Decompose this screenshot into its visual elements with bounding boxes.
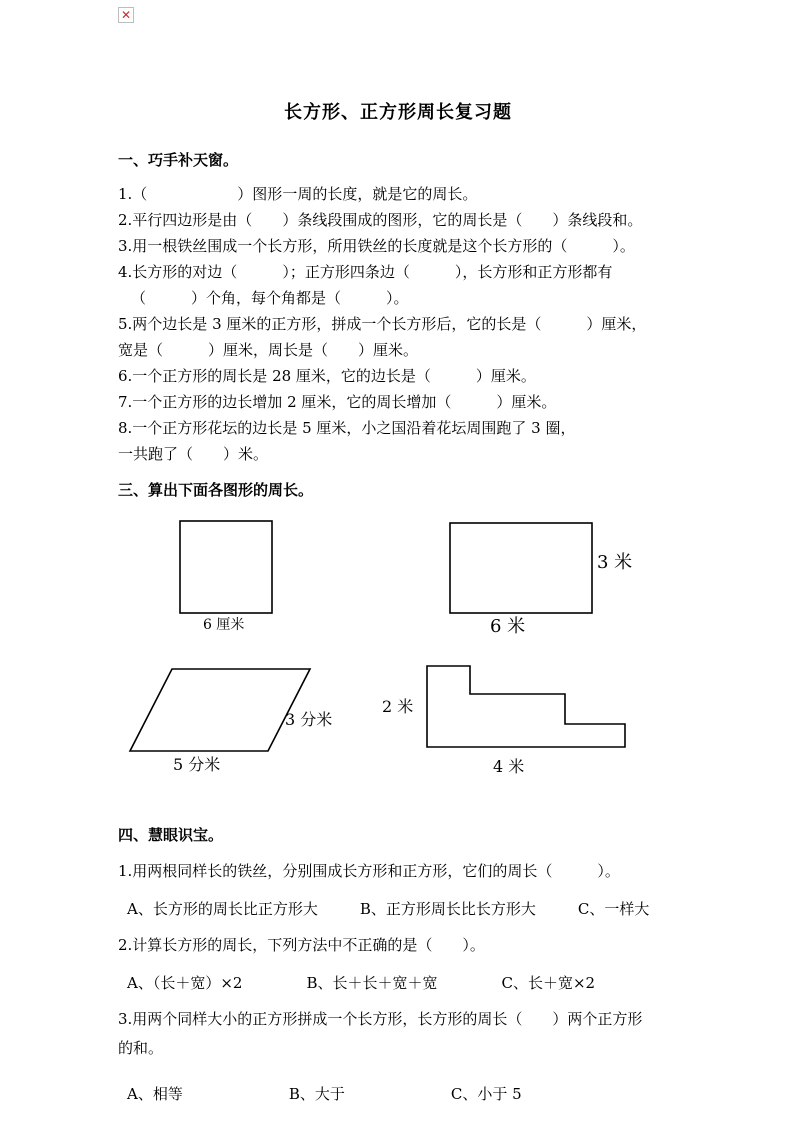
page-title: 长方形、正方形周长复习题: [284, 102, 512, 123]
section1-heading: 一、巧手补天窗。: [118, 151, 239, 169]
fill-line-3: 3.用一根铁丝围成一个长方形，所用铁丝的长度就是这个长方形的（ ）。: [118, 237, 635, 255]
perimeter-shapes-area: [118, 510, 678, 802]
q2-option-c: C、长＋宽×2: [501, 974, 596, 992]
section3-heading: 三、算出下面各图形的周长。: [118, 481, 314, 499]
q1-option-c: C、一样大: [577, 900, 650, 918]
parallelogram-bottom-label: 5 分米: [173, 755, 221, 774]
choice-question-1: 1.用两根同样长的铁丝，分别围成长方形和正方形，它们的周长（ ）。: [118, 862, 620, 880]
q1-option-a: A、长方形的周长比正方形大: [127, 900, 318, 918]
stair-side-label: 2 米: [382, 697, 414, 716]
fill-line-2: 2.平行四边形是由（ ）条线段围成的图形，它的周长是（ ）条线段和。: [118, 211, 643, 229]
section1-questions: [118, 181, 678, 467]
rectangle-side-label: 3 米: [597, 552, 633, 573]
choice-question-2-options: [118, 972, 678, 993]
rectangle-bottom-label: 6 米: [490, 616, 526, 637]
square-shape: [180, 521, 272, 613]
document-content: [118, 0, 678, 1104]
fill-line-1: 1.（ ）图形一周的长度，就是它的周长。: [118, 185, 478, 203]
q3-option-b: B、大于: [288, 1085, 345, 1103]
q3-option-a: A、相等: [127, 1085, 183, 1103]
section4-heading: 四、慧眼识宝。: [118, 826, 224, 844]
perimeter-shapes-svg: [118, 510, 678, 802]
q2-option-a: A、（长＋宽）×2: [127, 974, 243, 992]
fill-line-8: 8.一个正方形花坛的边长是 5 厘米，小之国沿着花坛周围跑了 3 圈，: [118, 419, 576, 437]
q2-option-b: B、长＋长＋宽＋宽: [306, 974, 438, 992]
q1-option-b: B、正方形周长比长方形大: [359, 900, 536, 918]
choice-question-3-cont: 的和。: [118, 1039, 164, 1057]
fill-line-6: 6.一个正方形的周长是 28 厘米，它的边长是（ ）厘米。: [118, 367, 536, 385]
fill-line-8-cont: 一共跑了（ ）米。: [118, 445, 269, 463]
fill-line-4-cont: （ ）个角，每个角都是（ ）。: [131, 289, 409, 307]
broken-image-icon: ✕: [118, 7, 134, 23]
fill-line-5: 5.两个边长是 3 厘米的正方形，拼成一个长方形后，它的长是（ ）厘米，: [118, 315, 647, 333]
fill-line-4: 4.长方形的对边（ ）；正方形四条边（ ），长方形和正方形都有: [118, 263, 613, 281]
parallelogram-shape: [130, 669, 310, 751]
choice-question-2: 2.计算长方形的周长，下列方法中不正确的是（ ）。: [118, 936, 485, 954]
fill-line-5-cont: 宽是（ ）厘米，周长是（ ）厘米。: [118, 341, 419, 359]
choice-question-3: 3.用两个同样大小的正方形拼成一个长方形，长方形的周长（ ）两个正方形: [118, 1010, 643, 1028]
choice-question-3-options: [118, 1083, 678, 1104]
square-bottom-label: 6 厘米: [203, 617, 245, 633]
fill-line-7: 7.一个正方形的边长增加 2 厘米，它的周长增加（ ）厘米。: [118, 393, 557, 411]
stair-shape: [427, 666, 625, 747]
choice-question-1-options: [118, 898, 678, 919]
stair-bottom-label: 4 米: [493, 757, 525, 776]
parallelogram-side-label: 3 分米: [285, 710, 333, 729]
rectangle-shape: [450, 523, 592, 613]
q3-option-c: C、小于 5: [450, 1085, 522, 1103]
